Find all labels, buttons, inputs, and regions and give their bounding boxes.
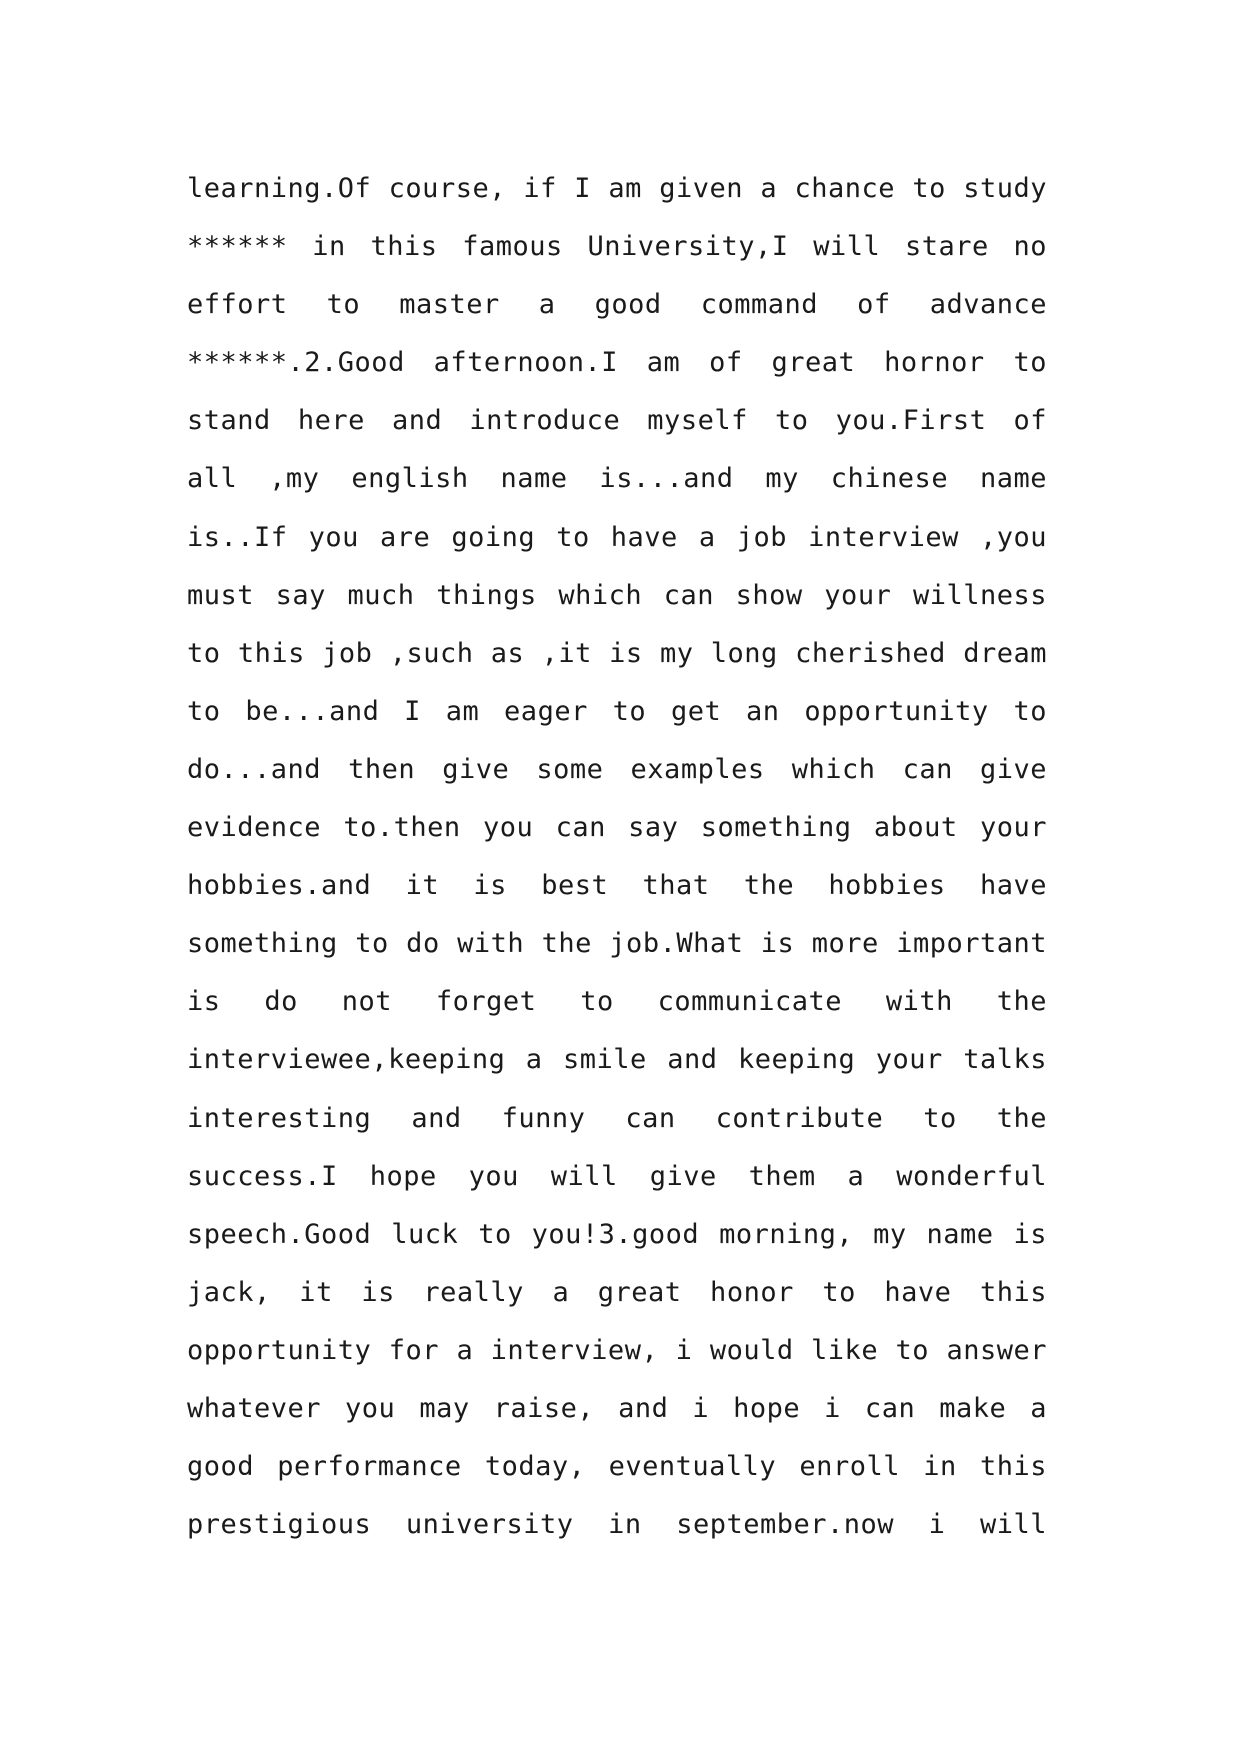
text-line: whatever you may raise, and i hope i can make a	[187, 1392, 1047, 1424]
text-line: interesting and funny can contribute to the	[187, 1102, 1047, 1134]
text-line: is..If you are going to have a job interview ,you	[187, 521, 1047, 553]
text-line: opportunity for a interview, i would like to answer	[187, 1334, 1047, 1366]
text-line: evidence to.then you can say something about your	[187, 812, 1047, 844]
text-line: interviewee,keeping a smile and keeping your talks	[187, 1044, 1047, 1076]
text-line: do...and then give some examples which can give	[187, 753, 1047, 785]
text-line: good performance today, eventually enroll in this	[187, 1451, 1047, 1483]
text-line: speech.Good luck to you!3.good morning, my name is	[187, 1218, 1047, 1250]
text-line: stand here and introduce myself to you.First of	[187, 405, 1047, 437]
text-line: is do not forget to communicate with the	[187, 986, 1047, 1018]
text-line: to this job ,such as ,it is my long cherished dream	[187, 637, 1047, 669]
text-line: all ,my english name is...and my chinese name	[187, 463, 1047, 495]
text-line: jack, it is really a great honor to have this	[187, 1276, 1047, 1308]
text-line: to be...and I am eager to get an opportunity to	[187, 695, 1047, 727]
text-line: hobbies.and it is best that the hobbies have	[187, 870, 1047, 902]
text-line: must say much things which can show your willness	[187, 579, 1047, 611]
text-line: effort to master a good command of advance	[187, 289, 1047, 321]
text-line: prestigious university in september.now i will	[187, 1509, 1047, 1541]
body-text	[187, 160, 1047, 1554]
text-line: something to do with the job.What is more important	[187, 928, 1047, 960]
text-line: ****** in this famous University,I will stare no	[187, 231, 1047, 263]
text-line: learning.Of course, if I am given a chance to study	[187, 173, 1047, 204]
text-line: success.I hope you will give them a wonderful	[187, 1160, 1047, 1192]
text-line: ******.2.Good afternoon.I am of great hornor to	[187, 347, 1047, 379]
